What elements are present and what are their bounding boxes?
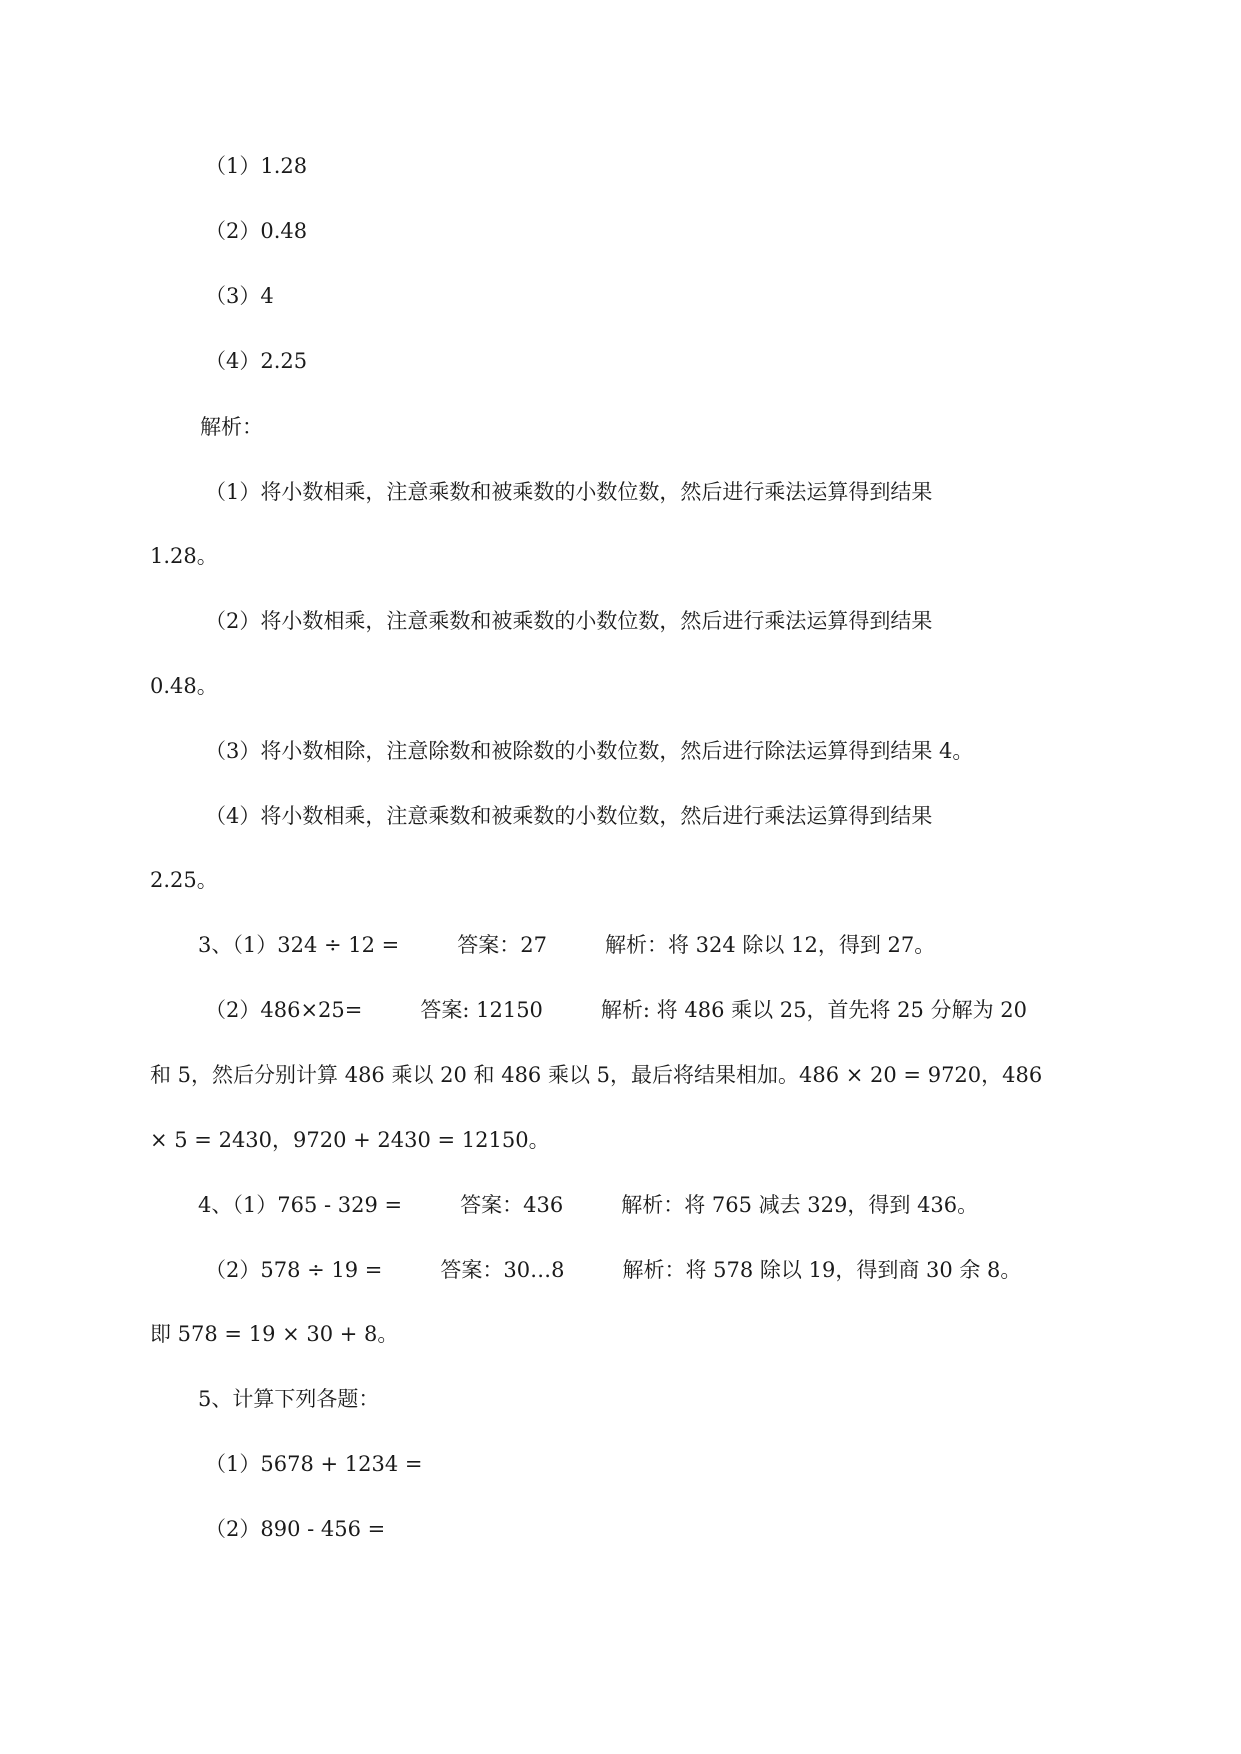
q5-item-1: （1）5678 + 1234 = xyxy=(205,1452,423,1476)
answer-line-3: （3）4 xyxy=(205,284,274,308)
q3-item-1-answer: 答案：27 xyxy=(457,933,547,957)
analysis-2-line-2: 0.48。 xyxy=(150,674,218,698)
q3-item-2-answer: 答案: 12150 xyxy=(420,998,543,1022)
q4-item-1-problem: 4、（1）765 - 329 = xyxy=(198,1193,403,1217)
q3-item-1-explanation: 解析：将 324 除以 12，得到 27。 xyxy=(604,933,936,957)
analysis-4-line-1: （4）将小数相乘，注意乘数和被乘数的小数位数，然后进行乘法运算得到结果 xyxy=(205,804,933,828)
q4-item-1-answer: 答案：436 xyxy=(460,1193,564,1217)
q5-heading: 5、计算下列各题： xyxy=(198,1387,380,1411)
q4-item-2 xyxy=(205,1260,1021,1281)
analysis-4-line-2: 2.25。 xyxy=(150,868,218,892)
q4-item-2-problem: （2）578 ÷ 19 = xyxy=(205,1258,383,1282)
q3-item-2-problem: （2）486×25= xyxy=(205,998,363,1022)
q4-item-2-explanation-line-1: 解析：将 578 除以 19，得到商 30 余 8。 xyxy=(622,1258,1022,1282)
q3-item-2-explanation-line-2: 和 5，然后分别计算 486 乘以 20 和 486 乘以 5，最后将结果相加。486 × 20 = 9720，486 xyxy=(150,1063,1043,1087)
analysis-1-line-1: （1）将小数相乘，注意乘数和被乘数的小数位数，然后进行乘法运算得到结果 xyxy=(205,480,933,504)
q3-item-2-explanation-line-1: 解析: 将 486 乘以 25，首先将 25 分解为 20 xyxy=(600,998,1027,1022)
analysis-1-line-2: 1.28。 xyxy=(150,544,218,568)
q4-item-2-answer: 答案：30…8 xyxy=(440,1258,565,1282)
q3-item-2-explanation-line-3: × 5 = 2430，9720 + 2430 = 12150。 xyxy=(150,1128,550,1152)
analysis-heading: 解析： xyxy=(200,415,263,439)
q3-item-1 xyxy=(198,935,935,956)
q4-item-1-explanation: 解析：将 765 减去 329，得到 436。 xyxy=(621,1193,979,1217)
answer-line-4: （4）2.25 xyxy=(205,349,308,373)
answer-line-2: （2）0.48 xyxy=(205,219,308,243)
q3-item-1-problem: 3、（1）324 ÷ 12 = xyxy=(198,933,400,957)
q4-item-2-explanation-line-2: 即 578 = 19 × 30 + 8。 xyxy=(150,1322,399,1346)
q3-item-2 xyxy=(205,1000,1027,1021)
q5-item-2: （2）890 - 456 = xyxy=(205,1517,386,1541)
q4-item-1 xyxy=(198,1195,978,1216)
answer-line-1: （1）1.28 xyxy=(205,154,308,178)
analysis-3: （3）将小数相除，注意除数和被除数的小数位数，然后进行除法运算得到结果 4。 xyxy=(205,739,974,763)
analysis-2-line-1: （2）将小数相乘，注意乘数和被乘数的小数位数，然后进行乘法运算得到结果 xyxy=(205,609,933,633)
